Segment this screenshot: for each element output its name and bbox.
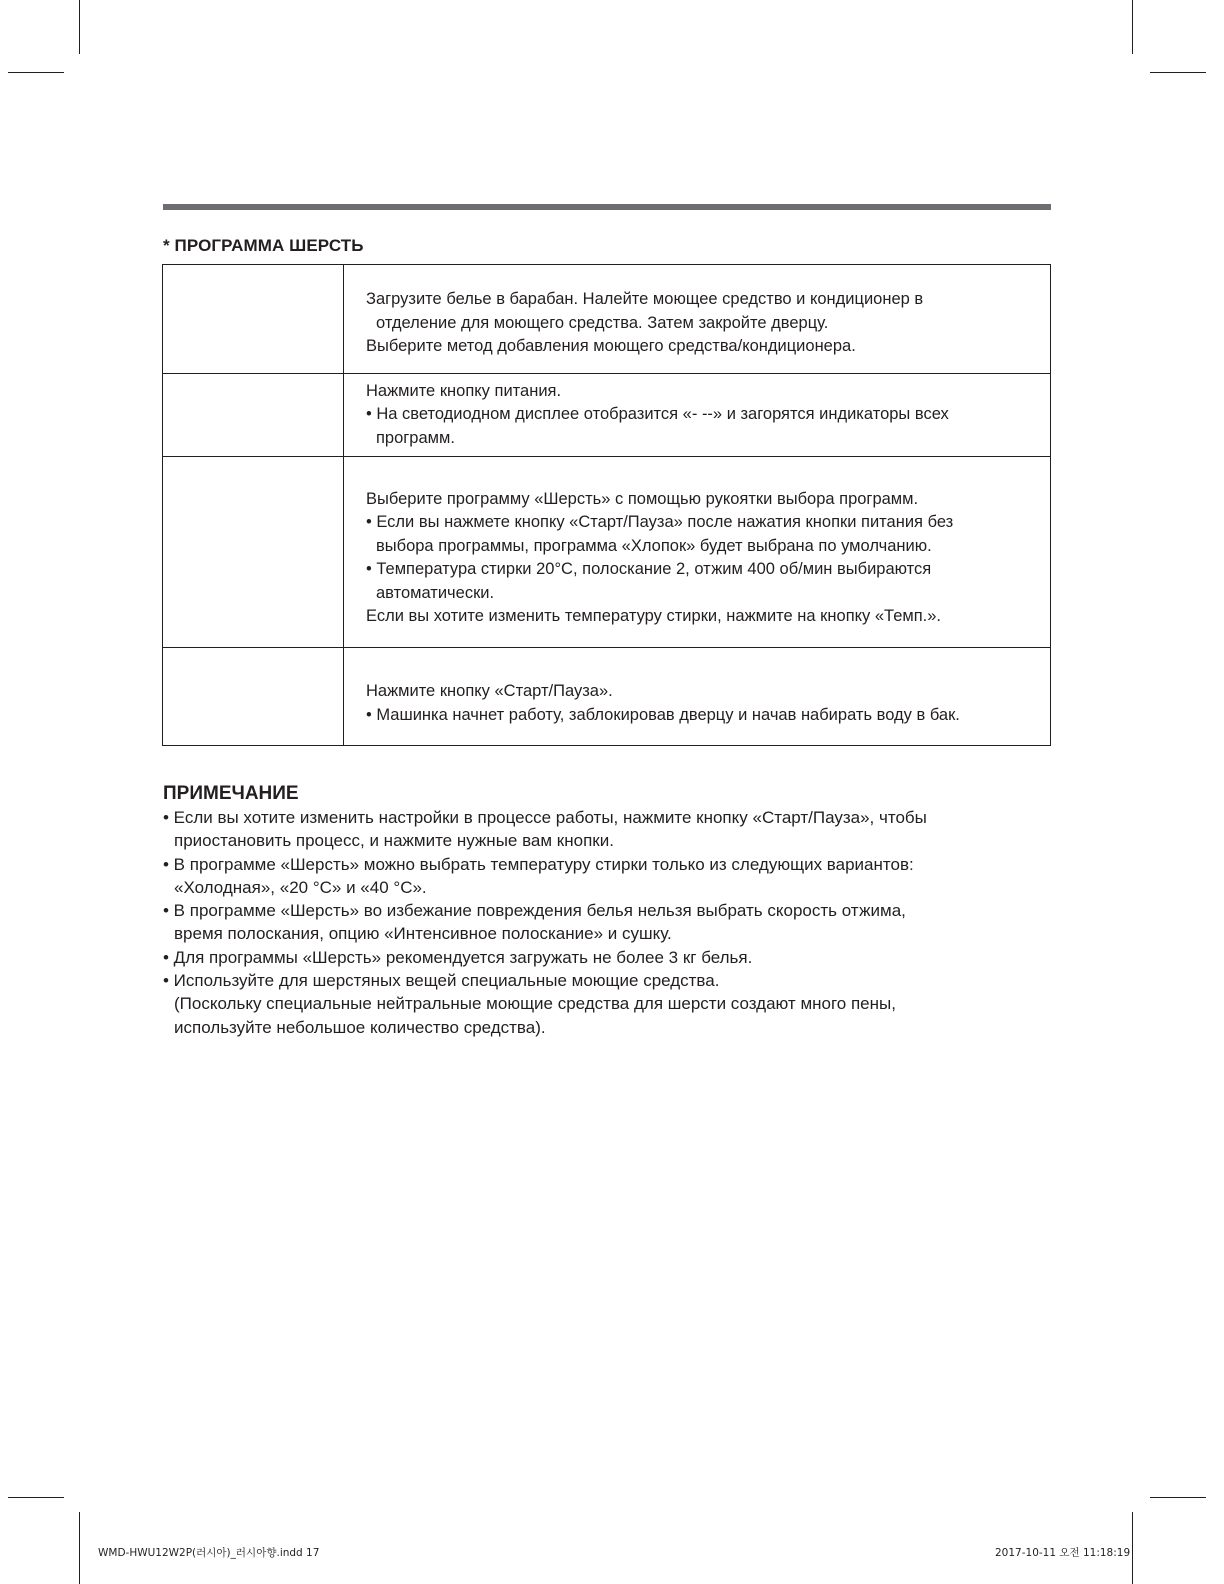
footer-timestamp: 2017-10-11 오전 11:18:19 xyxy=(995,1547,1131,1559)
step-text-cell xyxy=(344,648,1051,746)
step-text-line: • Машинка начнет работу, заблокировав дверцу и начав набирать воду в бак. xyxy=(366,705,960,724)
note-line: • Для программы «Шерсть» рекомендуется загружать не более 3 кг белья. xyxy=(163,947,753,967)
crop-mark xyxy=(1132,1512,1133,1584)
note-line: приостановить процесс, и нажмите нужные вам кнопки. xyxy=(174,831,614,851)
step-text-line: автоматически. xyxy=(376,583,495,602)
step-image-cell xyxy=(163,265,344,374)
step-text-line: Нажмите кнопку «Старт/Пауза». xyxy=(366,682,613,700)
note-line: (Поскольку специальные нейтральные моющие средства для шерсти создают много пены, xyxy=(174,994,896,1014)
step-text-line: • Если вы нажмете кнопку «Старт/Пауза» после нажатия кнопки питания без xyxy=(366,513,954,531)
section-title: * ПРОГРАММА ШЕРСТЬ xyxy=(163,236,364,255)
step-text-line: отделение для моющего средства. Затем закройте дверцу. xyxy=(376,313,829,332)
note-list xyxy=(163,806,1043,1039)
note-line: • Если вы хотите изменить настройки в процессе работы, нажмите кнопку «Старт/Пауза», чтобы xyxy=(163,808,927,827)
note-line: • В программе «Шерсть» можно выбрать температуру стирки только из следующих вариантов: xyxy=(163,854,914,874)
steps-table xyxy=(162,264,1051,746)
step-text-cell xyxy=(344,374,1051,457)
step-text xyxy=(366,476,1040,629)
top-rule xyxy=(163,204,1051,210)
crop-mark xyxy=(8,72,64,73)
step-text-cell xyxy=(344,457,1051,648)
step-row xyxy=(163,265,1051,374)
crop-mark xyxy=(1150,1497,1206,1498)
step-text-line: программ. xyxy=(376,428,455,447)
step-text-line: Загрузите белье в барабан. Налейте моющее средство и кондиционер в xyxy=(366,290,924,309)
note-title: ПРИМЕЧАНИЕ xyxy=(163,783,299,804)
crop-mark xyxy=(1132,0,1133,54)
crop-mark xyxy=(79,1512,80,1584)
note-line: используйте небольшое количество средства). xyxy=(174,1017,546,1037)
step-text-line: Нажмите кнопку питания. xyxy=(366,381,562,400)
step-text-line: Выберите метод добавления моющего средства/кондиционера. xyxy=(366,337,856,356)
step-text-cell xyxy=(344,265,1051,374)
step-text xyxy=(366,279,1040,359)
step-image-cell xyxy=(163,374,344,457)
crop-mark xyxy=(8,1497,64,1498)
step-text-line: Если вы хотите изменить температуру стирки, нажмите на кнопку «Темп.». xyxy=(366,607,941,625)
step-text xyxy=(366,380,1040,451)
note-line: • В программе «Шерсть» во избежание повреждения белья нельзя выбрать скорость отжима, xyxy=(163,901,906,921)
note-line: • Используйте для шерстяных вещей специальные моющие средства. xyxy=(163,971,720,991)
step-image-cell xyxy=(163,648,344,746)
note-line: время полоскания, опцию «Интенсивное полоскание» и сушку. xyxy=(174,924,672,944)
step-image-cell xyxy=(163,457,344,648)
crop-mark xyxy=(1150,72,1206,73)
step-text-line: • На светодиодном дисплее отобразится «- --» и загорятся индикаторы всех xyxy=(366,405,949,424)
crop-mark xyxy=(79,0,80,54)
note-line: «Холодная», «20 °С» и «40 °С». xyxy=(174,877,427,897)
step-text-line: Выберите программу «Шерсть» с помощью рукоятки выбора программ. xyxy=(366,489,919,508)
step-text-line: выбора программы, программа «Хлопок» будет выбрана по умолчанию. xyxy=(376,536,932,555)
step-row xyxy=(163,374,1051,457)
step-row xyxy=(163,648,1051,746)
step-text-line: • Температура стирки 20°С, полоскание 2, отжим 400 об/мин выбираются xyxy=(366,560,932,578)
step-text xyxy=(366,666,1040,727)
step-row xyxy=(163,457,1051,648)
footer-file-name: WMD-HWU12W2P(러시아)_러시아향.indd 17 xyxy=(98,1547,320,1559)
